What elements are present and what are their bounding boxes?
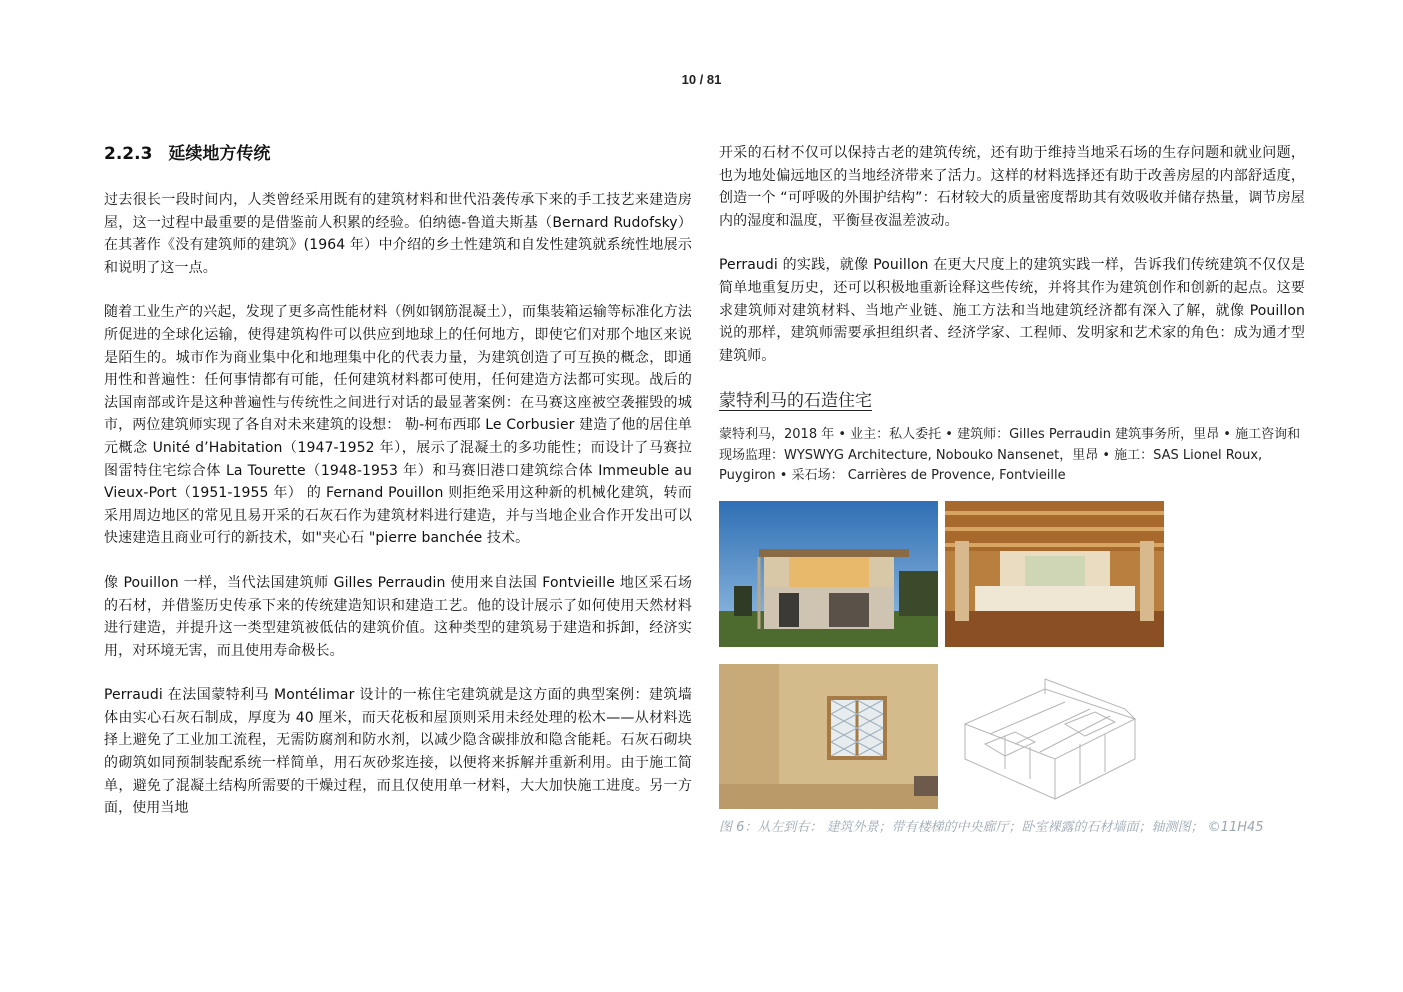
- right-column: [719, 142, 1305, 487]
- section-number: 2.2.3: [104, 144, 153, 164]
- section-heading: [104, 142, 692, 166]
- paragraph: 开采的石材不仅可以保持古老的建筑传统，还有助于维持当地采石场的生存问题和就业问题，也为地处偏远地区的当地经济带来了活力。这样的材料选择还有助于改善房屋的内部舒适度，创造一个 “可呼吸的外围护结构”：石材较大的质量密度帮助其有效吸收并储存热量，调节房屋内的湿度和温度，平衡昼夜温差波动。: [719, 145, 1305, 229]
- photo-exterior-icon: [719, 501, 938, 647]
- paragraph: 随着工业生产的兴起，发现了更多高性能材料（例如钢筋混凝土），而集装箱运输等标准化方法所促进的全球化运输，使得建筑构件可以供应到地球上的任何地方，即使它们对那个地区来说是陌生的。城市作为商业集中化和地理集中化的代表力量，为建筑创造了可互换的概念，即通用性和普遍性：任何事情都有可能，任何建筑材料都可使用，任何建造方法都可实现。战后的法国南部或许是这种普遍性与传统性之间进行对话的最显著案例：在马赛这座被空袭摧毁的城市，两位建筑师实现了各自对未来建筑的设想： 勒-柯布西耶 Le Corbusier 建造了他的居住单元概念 Unité d’Habitation（1947-1952 年），展示了混凝土的多功能性；而设计了马赛拉图雷特住宅综合体 La Tourette（1948-1953 年）和马赛旧港口建筑综合体 Immeuble au Vieux-Port（1951-1955 年） 的 Fernand Pouillon 则拒绝采用这种新的机械化建筑，转而采用周边地区的常见且易开采的石灰石作为建筑材料进行建造，并与当地企业合作开发出可以快速建造且商业可行的新技术，如"夹心石 "pierre banchée 技术。: [104, 304, 692, 547]
- case-study-title: 蒙特利马的石造住宅: [719, 391, 872, 412]
- figure-caption: 图 6：从左到右： 建筑外景；带有楼梯的中央廊厅；卧室裸露的石材墙面；轴测图； ©11H45: [719, 820, 1264, 835]
- paragraph: Perraudi 在法国蒙特利马 Montélimar 设计的一栋住宅建筑就是这方面的典型案例：建筑墙体由实心石灰石制成，厚度为 40 厘米，而天花板和屋顶则采用未经处理的松木——从材料选择上避免了工业加工流程，无需防腐剂和防水剂，以减少隐含碳排放和隐含能耗。石灰石砌块的砌筑如同预制装配系统一样简单，用石灰砂浆连接，以便将来拆解并重新利用。由于施工简单，避免了混凝土结构所需要的干燥过程，而且仅使用单一材料，大大加快施工进度。另一方面，使用当地: [104, 687, 692, 817]
- paragraph: 像 Pouillon 一样，当代法国建筑师 Gilles Perraudin 使用来自法国 Fontvieille 地区采石场的石材，并借鉴历史传承下来的传统建造知识和建造工艺。他的设计展示了如何使用天然材料进行建造，并提升这一类型建筑被低估的建筑价值。这种类型的建筑易于建造和拆卸，经济实用，对环境无害，而且使用寿命极长。: [104, 574, 692, 659]
- photo-bedroom-icon: [719, 664, 938, 809]
- paragraph: Perraudi 的实践，就像 Pouillon 在更大尺度上的建筑实践一样，告诉我们传统建筑不仅仅是简单地重复历史，还可以积极地重新诠释这些传统，并将其作为建筑创作和创新的起点。这要求建筑师对建筑材料、当地产业链、施工方法和当地建筑经济都有深入了解，就像 Pouillon 说的那样，建筑师需要承担组织者、经济学家、工程师、发明家和艺术家的角色：成为通才型建筑师。: [719, 257, 1305, 364]
- left-column: [104, 142, 692, 842]
- section-title: 延续地方传统: [168, 144, 271, 164]
- project-credits: 蒙特利马，2018 年 • 业主：私人委托 • 建筑师：Gilles Perraudin 建筑事务所，里昂 • 施工咨询和现场监理：WYSWYG Architecture, Nobouko Nansenet，里昂 • 施工：SAS Lionel Roux, Puygiron • 采石场： Carrières de Provence, Fontvieille: [719, 427, 1301, 484]
- photo-hall-icon: [945, 501, 1164, 647]
- axonometric-drawing-icon: [945, 664, 1164, 809]
- photo-grid: [719, 501, 1169, 811]
- paragraph: 过去很长一段时间内，人类曾经采用既有的建筑材料和世代沿袭传承下来的手工技艺来建造房屋，这一过程中最重要的是借鉴前人积累的经验。伯纳德-鲁道夫斯基（Bernard Rudofsky）在其著作《没有建筑师的建筑》(1964 年）中介绍的乡土性建筑和自发性建筑就系统性地展示和说明了这一点。: [104, 192, 692, 276]
- page-number: 10 / 81: [681, 72, 722, 87]
